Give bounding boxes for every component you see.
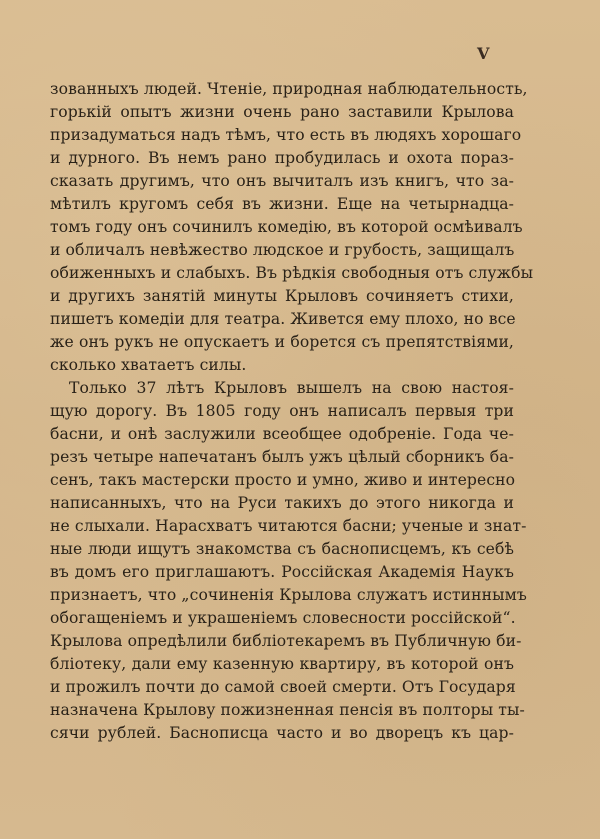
text-line: назначена Крылову пожизненная пенсiя въ полторы ты-	[50, 701, 525, 719]
text-line: ные люди ищутъ знакомства съ баснописцемъ, къ себѣ	[50, 540, 514, 558]
text-line: сказать другимъ, что онъ вычиталъ изъ книгъ, что за-	[50, 172, 514, 190]
text-line: и прожилъ почти до самой своей смерти. Отъ Государя	[50, 678, 516, 696]
text-line: Крылова опредѣлили библiотекаремъ въ Публичную би-	[50, 632, 522, 650]
text-line: пишетъ комедiи для театра. Живется ему плохо, но все	[50, 310, 516, 328]
text-line: томъ году онъ сочинилъ комедiю, въ которой осмѣивалъ	[50, 218, 523, 236]
text-line: не слыхали. Нарасхватъ читаются басни; ученые и знат-	[50, 517, 527, 535]
text-line: басни, и онѣ заслужили всеобщее одобренiе. Года че-	[50, 425, 514, 443]
text-line: зованныхъ людей. Чтенiе, природная наблюдательность,	[50, 80, 528, 98]
text-line: Только 37 лѣтъ Крыловъ вышелъ на свою настоя-	[69, 379, 514, 397]
text-line: призадуматься надъ тѣмъ, что есть въ людяхъ хорошаго	[50, 126, 522, 144]
text-line: сколько хватаетъ силы.	[50, 356, 247, 374]
page-number: V	[477, 44, 490, 63]
text-line: сячи рублей. Баснописца часто и во дворецъ къ цар-	[50, 724, 514, 742]
text-line: резъ четыре напечатанъ былъ ужъ цѣлый сборникъ ба-	[50, 448, 514, 466]
paragraph-2	[50, 377, 527, 768]
text-line: признаетъ, что „сочиненiя Крылова служатъ истиннымъ	[50, 586, 527, 604]
text-line: написанныхъ, что на Руси такихъ до этого никогда и	[50, 494, 514, 512]
text-line: въ домъ его приглашаютъ. Россiйская Академiя Наукъ	[50, 563, 514, 581]
text-line: же онъ рукъ не опускаетъ и борется съ препятствiями,	[50, 333, 514, 351]
body-text	[50, 78, 534, 768]
text-line: щую дорогу. Въ 1805 году онъ написалъ первыя три	[50, 402, 514, 420]
text-line: обиженныхъ и слабыхъ. Въ рѣдкiя свободныя отъ службы	[50, 264, 534, 282]
text-line: мѣтилъ кругомъ себя въ жизни. Еще на четырнадца-	[50, 195, 514, 213]
text-line: блiотеку, дали ему казенную квартиру, въ которой онъ	[50, 655, 514, 673]
text-line: сенъ, такъ мастерски просто и умно, живо и интересно	[50, 471, 516, 489]
text-line: и дурного. Въ немъ рано пробудилась и охота пораз-	[50, 149, 514, 167]
text-line: и обличалъ невѣжество людское и грубость, защищалъ	[50, 241, 515, 259]
paragraph-1	[50, 78, 534, 377]
text-line: и другихъ занятiй минуты Крыловъ сочиняетъ стихи,	[50, 287, 514, 305]
text-line: обогащенiемъ и украшенiемъ словесности россiйской“.	[50, 609, 516, 627]
bleed-through-shadow	[78, 757, 508, 777]
text-line: горькiй опытъ жизни очень рано заставили Крылова	[50, 103, 514, 121]
